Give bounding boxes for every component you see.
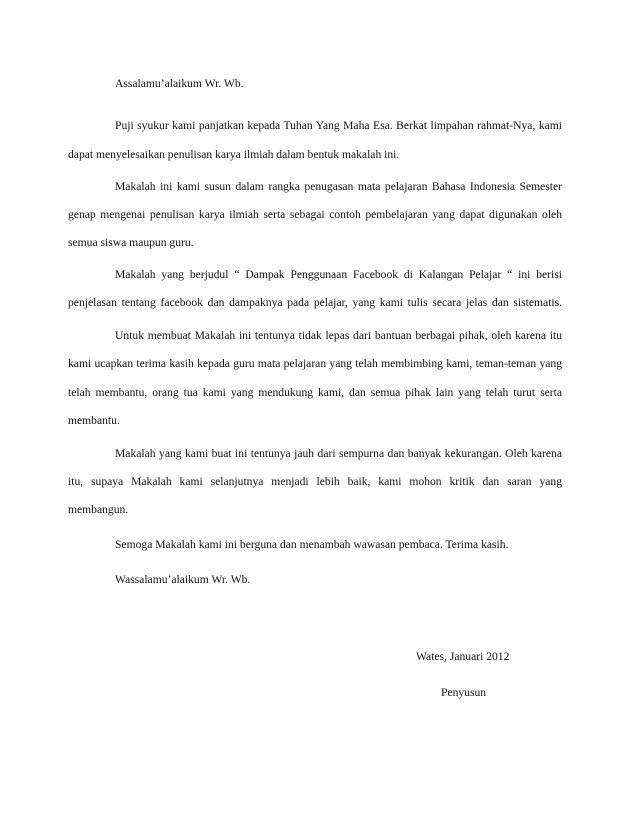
paragraph-4-line-1: Untuk membuat Makalah ini tentunya tidak lepas dari bantuan berbagai pihak, oleh karena itu <box>115 329 562 342</box>
paragraph-3-line-1: Makalah yang berjudul “ Dampak Penggunaan Facebook di Kalangan Pelajar “ ini berisi <box>115 268 562 281</box>
paragraph-4-line-2: kami ucapkan terima kasih kepada guru mata pelajaran yang telah membimbing kami, teman-teman yang <box>68 357 562 370</box>
paragraph-5-line-2: itu, supaya Makalah kami selanjutnya menjadi lebih baik, kami mohon kritik dan saran yang <box>68 475 562 488</box>
paragraph-1-line-1: Puji syukur kami panjatkan kepada Tuhan Yang Maha Esa. Berkat limpahan rahmat-Nya, kami <box>115 119 562 132</box>
paragraph-4-line-4: membantu. <box>68 414 120 427</box>
paragraph-1-line-2: dapat menyelesaikan penulisan karya ilmiah dalam bentuk makalah ini. <box>68 148 400 161</box>
author-signature: Penyusun <box>441 686 487 699</box>
place-date: Wates, Januari 2012 <box>416 650 510 663</box>
paragraph-2-line-3: semua siswa maupun guru. <box>68 236 194 249</box>
paragraph-5-line-3: membangun. <box>68 503 129 516</box>
paragraph-5-line-1: Makalah yang kami buat ini tentunya jauh dari sempurna dan banyak kekurangan. Oleh karena <box>115 447 562 460</box>
greeting: Assalamu’alaikum Wr. Wb. <box>115 77 244 90</box>
paragraph-6-line-1: Semoga Makalah kami ini berguna dan menambah wawasan pembaca. Terima kasih. <box>115 538 509 551</box>
paragraph-2-line-1: Makalah ini kami susun dalam rangka penugasan mata pelajaran Bahasa Indonesia Semester <box>115 180 562 193</box>
paragraph-2-line-2: genap mengenai penulisan karya ilmiah serta sebagai contoh pembelajaran yang dapat digunakan oleh <box>68 208 562 221</box>
closing-salam: Wassalamu’alaikum Wr. Wb. <box>115 573 251 586</box>
paragraph-3-line-2: penjelasan tentang facebook dan dampaknya pada pelajar, yang kami tulis secara jelas dan sistematis. <box>68 296 562 309</box>
paragraph-4-line-3: telah membantu, orang tua kami yang mendukung kami, dan semua pihak lain yang telah turut serta <box>68 386 562 399</box>
